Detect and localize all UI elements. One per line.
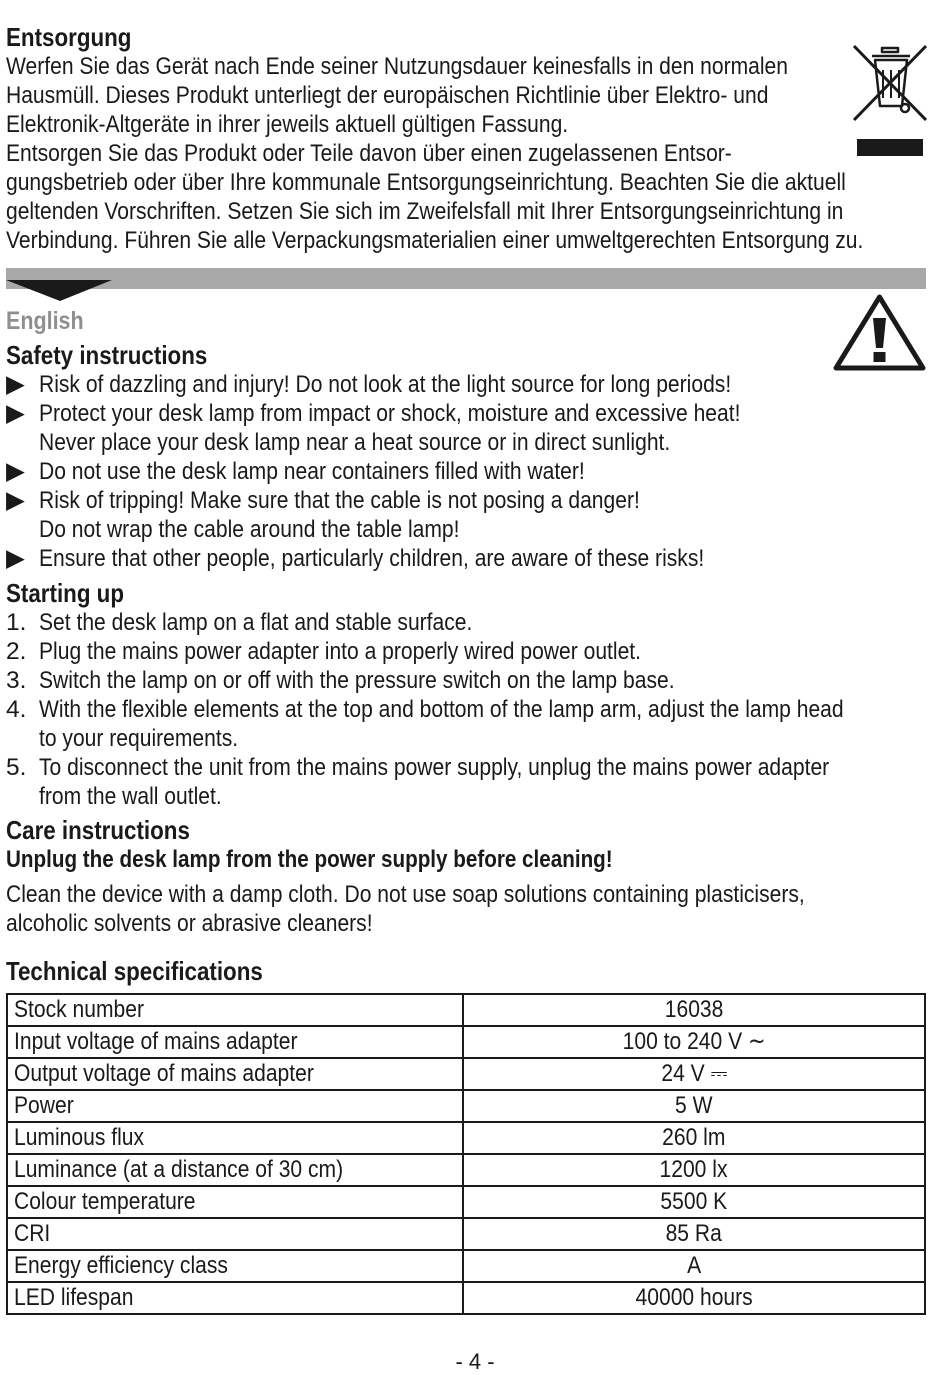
spec-value: 5500 K [463, 1186, 925, 1218]
spec-value: 5 W [463, 1090, 925, 1122]
disposal-line: geltenden Vorschriften. Setzen Sie sich im Zweifelsfall mit Ihrer Entsorgungseinrichtung in [6, 198, 844, 225]
spec-value: 1200 lx [463, 1154, 925, 1186]
care-line: alcoholic solvents or abrasive cleaners! [6, 910, 373, 937]
disposal-line: Entsorgen Sie das Produkt oder Teile davon über einen zugelassenen Entsor- [6, 140, 732, 167]
spec-row [7, 1154, 925, 1186]
section-divider [6, 268, 926, 289]
spec-label: Power [7, 1090, 463, 1122]
step-item: 3. Switch the lamp on or off with the pressure switch on the lamp base. [6, 667, 675, 694]
step-number: 1. [6, 609, 27, 636]
spec-value: 260 lm [463, 1122, 925, 1154]
starting-up-heading: Starting up [6, 578, 125, 608]
spec-label: LED lifespan [7, 1282, 463, 1314]
care-line: Clean the device with a damp cloth. Do not use soap solutions containing plasticisers, [6, 881, 805, 908]
weee-bar [857, 139, 923, 156]
step-item: 5. To disconnect the unit from the mains power supply, unplug the mains power adapter from the wall outlet. [6, 754, 830, 810]
step-number: 4. [6, 696, 27, 723]
spec-row [7, 1090, 925, 1122]
disposal-line: Elektronik-Altgeräte in ihrer jeweils aktuell gültigen Fassung. [6, 111, 569, 138]
spec-label: Colour temperature [7, 1186, 463, 1218]
specs-heading: Technical specifications [6, 956, 263, 986]
step-number: 3. [6, 667, 27, 694]
safety-section [6, 340, 936, 573]
safety-item: ▶ Ensure that other people, particularly children, are aware of these risks! [6, 545, 705, 572]
spec-label: Luminous flux [7, 1122, 463, 1154]
spec-value: 16038 [463, 994, 925, 1026]
step-number: 2. [6, 638, 27, 665]
disposal-line: gungsbetrieb oder über Ihre kommunale Entsorgungseinrichtung. Beachten Sie die aktuell [6, 169, 846, 196]
step-item: 2. Plug the mains power adapter into a properly wired power outlet. [6, 638, 641, 665]
page-number: - 4 - [455, 1349, 495, 1374]
care-warning: Unplug the desk lamp from the power supply before cleaning! [6, 846, 613, 873]
step-item: 1. Set the desk lamp on a flat and stable surface. [6, 609, 473, 636]
step-item: 4. With the flexible elements at the top and bottom of the lamp arm, adjust the lamp head to your requirements. [6, 696, 844, 752]
spec-label: Stock number [7, 994, 463, 1026]
language-label: English [6, 307, 84, 335]
spec-row [7, 1218, 925, 1250]
spec-label: CRI [7, 1218, 463, 1250]
spec-row [7, 1282, 925, 1314]
spec-value: A [463, 1250, 925, 1282]
spec-row [7, 1250, 925, 1282]
disposal-line: Hausmüll. Dieses Produkt unterliegt der europäischen Richtlinie über Elektro- und [6, 82, 769, 109]
care-heading: Care instructions [6, 815, 190, 845]
disposal-line: Werfen Sie das Gerät nach Ende seiner Nutzungsdauer keinesfalls in den normalen [6, 53, 789, 80]
safety-item: ▶ Risk of tripping! Make sure that the cable is not posing a danger! Do not wrap the cable around the table lamp! [6, 487, 640, 543]
disposal-section [6, 22, 936, 255]
safety-item: ▶ Protect your desk lamp from impact or shock, moisture and excessive heat! Never place your desk lamp near a heat source or in direct sunlight. [6, 400, 741, 456]
safety-heading: Safety instructions [6, 340, 208, 370]
step-number: 5. [6, 754, 27, 781]
safety-item: ▶ Do not use the desk lamp near containers filled with water! [6, 458, 585, 485]
specs-table [6, 993, 926, 1315]
spec-value: 40000 hours [463, 1282, 925, 1314]
spec-row [7, 1186, 925, 1218]
spec-label: Energy efficiency class [7, 1250, 463, 1282]
spec-value: 100 to 240 V ∼ [463, 1026, 925, 1058]
crossed-out-wheelie-bin-icon [850, 40, 930, 125]
spec-row [7, 1026, 925, 1058]
divider-arrow-icon [6, 268, 112, 301]
bullet-arrow-icon: ▶ [6, 458, 25, 485]
spec-row [7, 1058, 925, 1090]
disposal-line: Verbindung. Führen Sie alle Verpackungsmaterialien einer umweltgerechten Entsorgung zu. [6, 227, 864, 254]
spec-row [7, 1122, 925, 1154]
spec-value: 24 V ⎓ [463, 1058, 925, 1090]
spec-value: 85 Ra [463, 1218, 925, 1250]
spec-label: Luminance (at a distance of 30 cm) [7, 1154, 463, 1186]
spec-label: Output voltage of mains adapter [7, 1058, 463, 1090]
bullet-arrow-icon: ▶ [6, 371, 25, 398]
starting-up-section [6, 578, 936, 811]
spec-label: Input voltage of mains adapter [7, 1026, 463, 1058]
safety-item: ▶ Risk of dazzling and injury! Do not look at the light source for long periods! [6, 371, 732, 398]
spec-row [7, 994, 925, 1026]
disposal-heading: Entsorgung [6, 22, 132, 52]
specs-heading-wrap [6, 956, 936, 986]
bullet-arrow-icon: ▶ [6, 487, 25, 514]
bullet-arrow-icon: ▶ [6, 545, 25, 572]
bullet-arrow-icon: ▶ [6, 400, 25, 427]
care-section [6, 815, 936, 938]
